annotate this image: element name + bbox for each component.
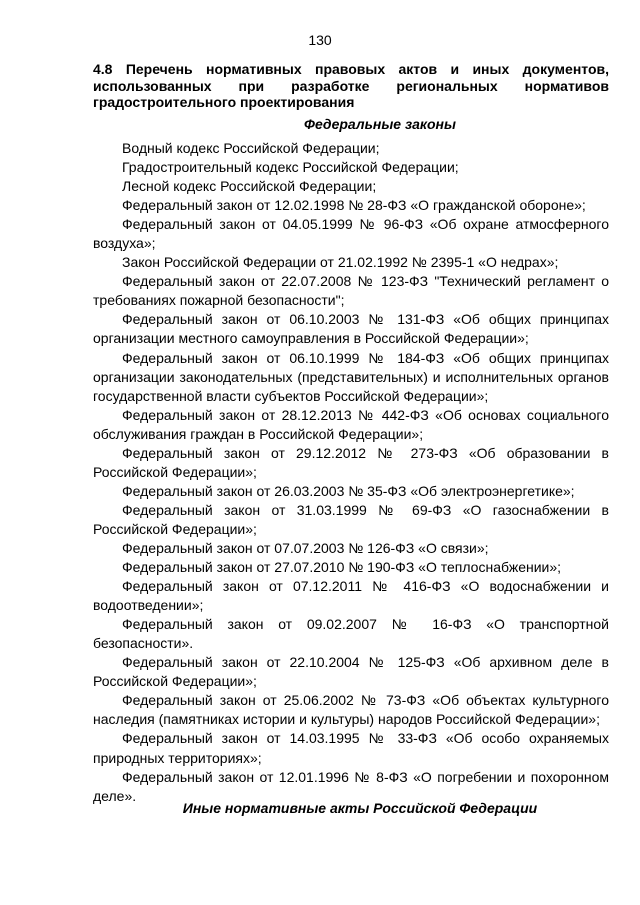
list-item: Федеральный закон от 27.07.2010 № 190-ФЗ «О теплоснабжении»; <box>122 559 562 576</box>
list-item: Федеральный закон от 14.03.1995 № 33-ФЗ «Об особо охраняемых природных территориях»; <box>93 730 609 766</box>
section-heading: 4.8 Перечень нормативных правовых актов и иных документов, использованных при разработке региональных нормативов градостроительного проектирования <box>93 61 609 110</box>
page-number: 130 <box>308 32 332 48</box>
list-item: Федеральный закон от 07.12.2011 № 416-ФЗ «О водоснабжении и водоотведении»; <box>93 578 609 614</box>
list-item: Федеральный закон от 12.01.1996 № 8-ФЗ «О погребении и похоронном деле». <box>93 768 609 804</box>
list-item: Федеральный закон от 06.10.2003 № 131-ФЗ «Об общих принципах организации местного самоуправления в Российской Федерации»; <box>93 311 609 347</box>
list-item: Федеральный закон от 22.10.2004 № 125-ФЗ «Об архивном деле в Российской Федерации»; <box>93 654 609 690</box>
list-item: Федеральный закон от 12.02.1998 № 28-ФЗ «О гражданской обороне»; <box>122 197 586 214</box>
list-item: Федеральный закон от 26.03.2003 № 35-ФЗ «Об электроэнергетике»; <box>122 482 575 499</box>
list-item: Федеральный закон от 09.02.2007 № 16-ФЗ «О транспортной безопасности». <box>93 616 609 652</box>
list-item: Лесной кодекс Российской Федерации; <box>122 178 377 195</box>
list-item: Градостроительный кодекс Российской Федерации; <box>122 159 459 176</box>
subheading-other-acts: Иные нормативные акты Российской Федерации <box>182 800 538 816</box>
list-item: Федеральный закон от 06.10.1999 № 184-ФЗ «Об общих принципах организации законодательных (представительных) и исполнительных органов государственной власти субъектов Российской Федерации»; <box>93 349 609 404</box>
list-item: Федеральный закон от 04.05.1999 № 96-ФЗ «Об охране атмосферного воздуха»; <box>93 216 609 252</box>
list-item: Федеральный закон от 22.07.2008 № 123-ФЗ "Технический регламент о требованиях пожарной безопасности"; <box>93 273 609 309</box>
list-item: Водный кодекс Российской Федерации; <box>122 140 380 156</box>
subheading-federal-laws: Федеральные законы <box>304 116 456 132</box>
list-item: Федеральный закон от 25.06.2002 № 73-ФЗ «Об объектах культурного наследия (памятниках истории и культуры) народов Российской Федерации»; <box>93 692 609 728</box>
list-item: Федеральный закон от 29.12.2012 № 273-ФЗ «Об образовании в Российской Федерации»; <box>93 444 609 480</box>
list-item: Федеральный закон от 07.07.2003 № 126-ФЗ «О связи»; <box>122 539 489 556</box>
federal-laws-list <box>93 139 609 806</box>
list-item: Закон Российской Федерации от 21.02.1992 № 2395-1 «О недрах»; <box>122 254 559 271</box>
list-item: Федеральный закон от 31.03.1999 № 69-ФЗ «О газоснабжении в Российской Федерации»; <box>93 501 609 537</box>
list-item: Федеральный закон от 28.12.2013 № 442-ФЗ «Об основах социального обслуживания граждан в Российской Федерации»; <box>93 406 609 442</box>
